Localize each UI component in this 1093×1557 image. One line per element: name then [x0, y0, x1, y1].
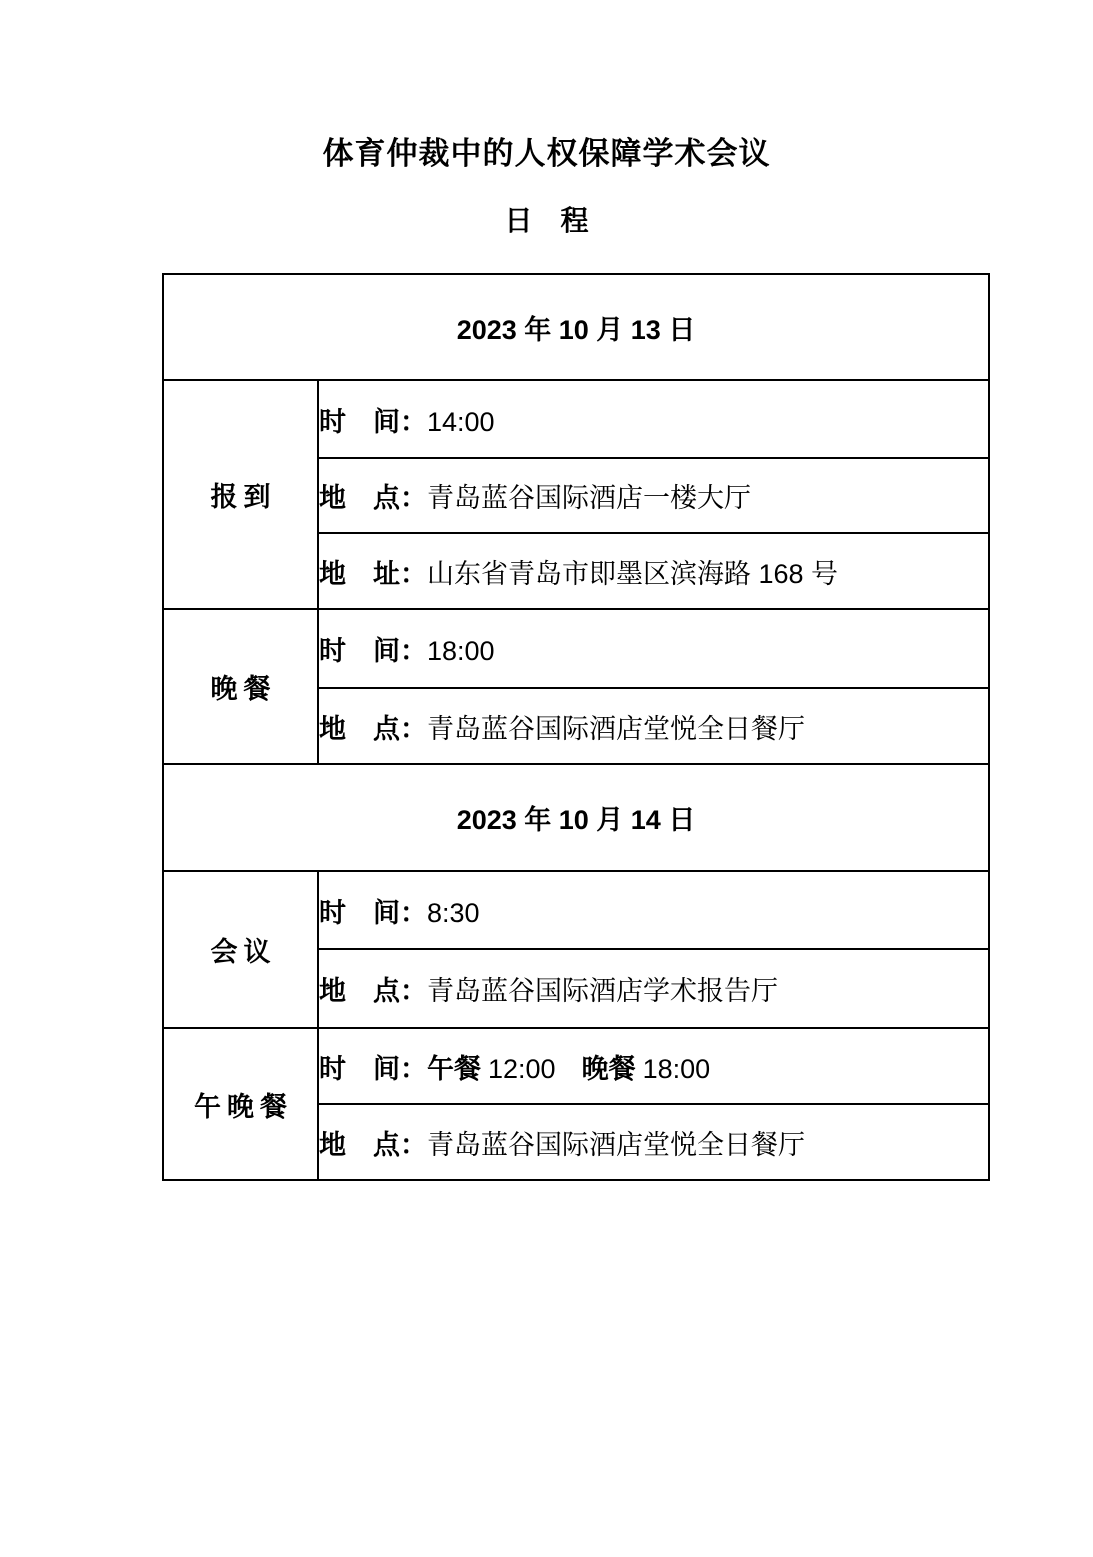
date-header-day2: 2023 年 10 月 14 日 — [163, 764, 989, 871]
time-field-label: 时 间： — [319, 406, 427, 437]
place-field-label: 地 点： — [319, 976, 427, 1006]
place-field-value: 青岛蓝谷国际酒店堂悦全日餐厅 — [427, 1129, 805, 1160]
date-row-day1 — [163, 274, 989, 380]
time-field-value: 14:00 — [427, 406, 495, 437]
place-field-label: 地 点： — [319, 1129, 427, 1160]
place-field-value: 青岛蓝谷国际酒店学术报告厅 — [427, 976, 778, 1006]
meals-time-row — [163, 1028, 989, 1104]
row-label-meeting: 会议 — [163, 871, 318, 1028]
time-field-label: 时 间： — [319, 1053, 427, 1084]
row-label-dinner: 晚餐 — [163, 609, 318, 764]
date-row-day2 — [163, 764, 989, 871]
time-field-label: 时 间： — [319, 897, 427, 928]
meeting-time-cell — [318, 871, 989, 949]
place-field-label: 地 点： — [319, 713, 427, 744]
dinner-time-row — [163, 609, 989, 688]
dinner-place-cell — [318, 688, 989, 764]
meeting-place-cell — [318, 949, 989, 1028]
meals-place-cell — [318, 1104, 989, 1180]
time-field-label: 时 间： — [319, 636, 427, 666]
meeting-time-row — [163, 871, 989, 949]
address-field-value: 山东省青岛市即墨区滨海路 168 号 — [427, 558, 839, 589]
dinner-label: 晚餐 — [581, 1053, 636, 1084]
meals-time-cell — [318, 1028, 989, 1104]
dinner-time-cell — [318, 609, 989, 688]
lunch-time-value: 12:00 — [488, 1053, 556, 1084]
document-title: 体育仲裁中的人权保障学术会议 — [322, 136, 771, 171]
date-header-day1: 2023 年 10 月 13 日 — [163, 274, 989, 380]
document-subtitle: 日 程 — [504, 205, 589, 236]
row-label-meals: 午晚餐 — [163, 1028, 318, 1180]
row-label-registration: 报到 — [163, 380, 318, 609]
registration-place-cell — [318, 458, 989, 533]
address-field-label: 地 址： — [319, 558, 427, 589]
registration-address-cell — [318, 533, 989, 609]
time-field-value: 18:00 — [427, 636, 495, 666]
place-field-value: 青岛蓝谷国际酒店一楼大厅 — [427, 483, 751, 513]
schedule-table — [162, 273, 990, 1181]
place-field-label: 地 点： — [319, 483, 427, 513]
lunch-label: 午餐 — [427, 1053, 481, 1084]
time-field-value: 8:30 — [427, 897, 480, 928]
registration-time-cell — [318, 380, 989, 458]
place-field-value: 青岛蓝谷国际酒店堂悦全日餐厅 — [427, 713, 805, 744]
dinner-time-value: 18:00 — [642, 1053, 711, 1084]
registration-time-row — [163, 380, 989, 458]
